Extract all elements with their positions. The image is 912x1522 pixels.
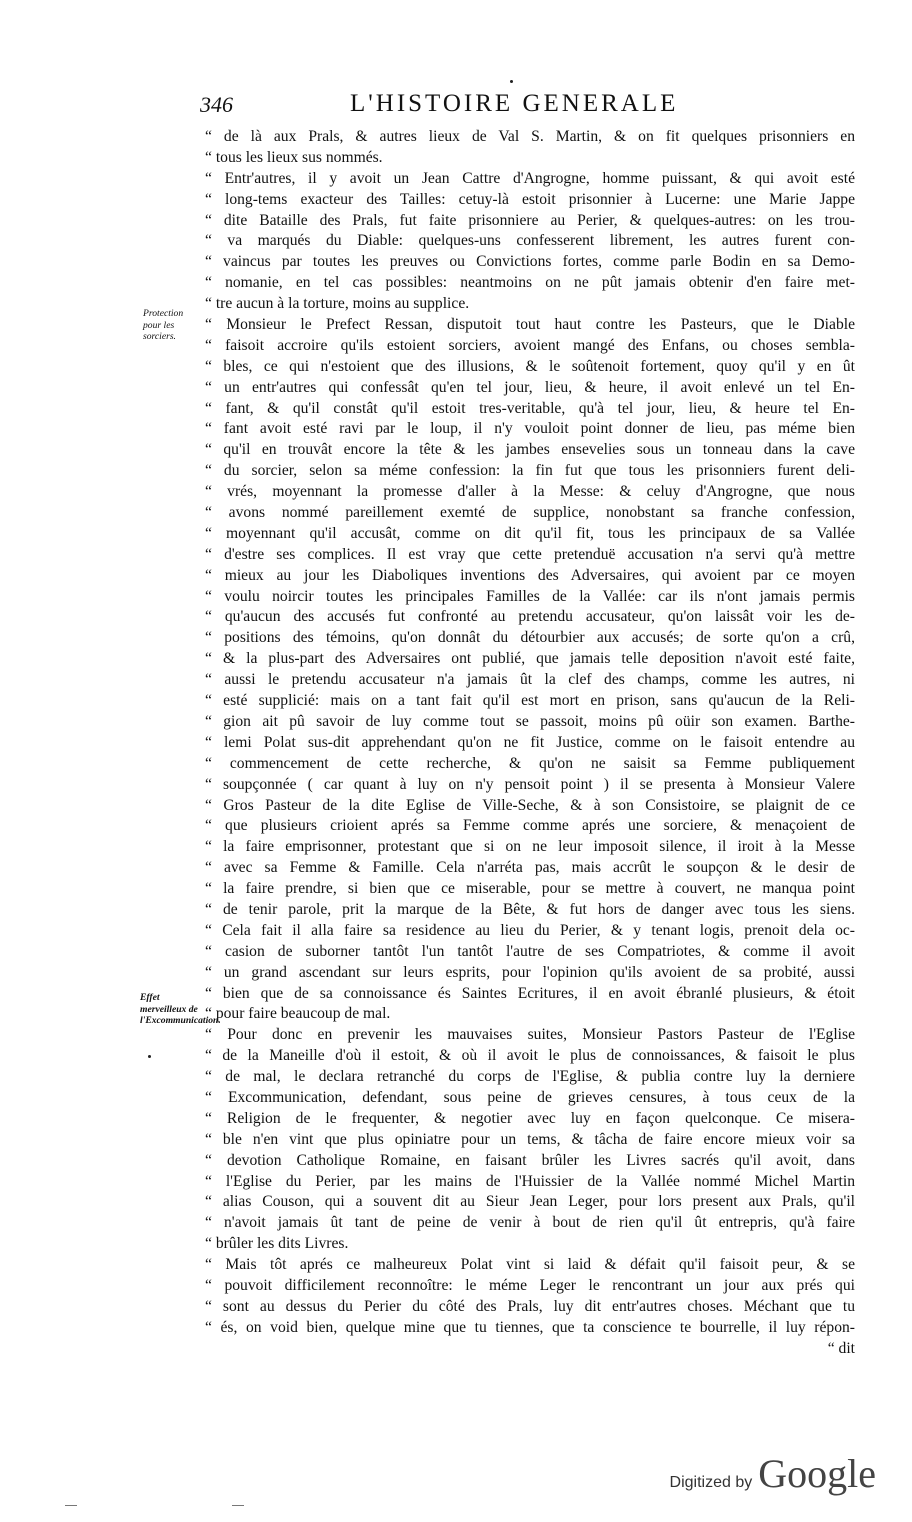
margin-note-excommunication-text: Effet merveilleux de l'Excommunication. [140,992,221,1026]
text-line: “ de la Maneille d'où il estoit, & où il avoit le plus de connoissances, & faisoit le plus [205,1047,855,1065]
text-line: “ sont au dessus du Perier du côté des Prals, luy dit entr'autres choses. Méchant que tu [205,1297,855,1315]
text-line: “ Pour donc en prevenir les mauvaises suites, Monsieur Pastors Pasteur de l'Eglise [205,1026,855,1044]
text-line: “ pouvoit difficilement reconnoître: le méme Leger le rencontrant un jour aux prés qui [205,1276,855,1294]
scan-mark [232,1505,244,1506]
text-line: “ esté supplicié: mais on a tant fait qu'il est mort en prison, sans qu'aucun de la Reli- [205,692,855,710]
text-line: “ Cela fait il alla faire sa residence au lieu du Perier, & y tenant logis, prenoit dela oc- [205,921,855,939]
text-line: “ voulu noircir toutes les principales Familles de la Vallée: car ils n'ont jamais permis [205,587,855,605]
text-line: “ ble n'en vint que plus opiniatre pour un tems, & tâcha de faire encore mieux voir sa [205,1130,855,1148]
print-speck [510,80,513,83]
text-line: “ Entr'autres, il y avoit un Jean Cattre d'Angrogne, homme puissant, & qui avoit esté [205,169,855,187]
text-line: “ de tenir parole, prit la marque de la Bête, & fut hors de danger avec tous les siens. [205,900,855,918]
text-line: “ avec sa Femme & Famille. Cela n'arréta pas, mais accrût le soupçon & le desir de [205,859,855,877]
text-line: “ long-tems exacteur des Tailles: cetuy-là estoit prisonnier à Lucerne: une Marie Jappe [205,190,855,208]
text-line: “ gion ait pû savoir de luy comme tout se passoit, moins pû oüir son examen. Barthe- [205,712,855,730]
text-line: “ faisoit accroire qu'ils estoient sorciers, avoient mangé des Enfans, ou choses sembla- [205,336,855,354]
text-line: “ fant, & qu'il constât qu'il estoit tres-veritable, qu'à tel jour, lieu, & heure tel En- [205,399,855,417]
text-line: “ & la plus-part des Adversaires ont publié, que jamais telle deposition n'avoit esté faite, [205,650,855,668]
text-line: “ de mal, le declara retranché du corps de l'Eglise, & publia contre luy la derniere [205,1068,855,1086]
text-line: “ Mais tôt aprés ce malheureux Polat vint si laid & défait qu'il faisoit peur, & se [205,1256,855,1274]
text-line: “ soupçonnée ( car quant à luy on n'y pensoit point ) il se presenta à Monsieur Valere [205,775,855,793]
body-text [205,127,855,1360]
text-line: “ lemi Polat sus-dit apprehendant qu'on ne fit Justice, comme on le faisoit entendre au [205,733,855,751]
text-line: “ fant avoit esté ravi par le loup, il n'y vouloit point donner de lieu, pas méme bien [205,420,855,438]
text-line: “ Monsieur le Prefect Ressan, disputoit tout haut contre les Pasteurs, que le Diable [205,316,855,334]
text-line: “ mieux au jour les Diaboliques inventions des Adversaires, qui avoient par ce moyen [205,566,855,584]
text-line: “ dit [827,1339,855,1357]
text-line: “ n'avoit jamais ût tant de peine de venir à bout de rien qu'il ût entrepris, qu'à faire [205,1214,855,1232]
text-line: “ d'estre ses complices. Il est vray que cette pretenduë accusation n'a servi qu'à mettre [205,545,855,563]
text-line: “ que plusieurs crioient aprés sa Femme comme aprés une sorciere, & menaçoient de [205,817,855,835]
text-line: “ qu'aucun des accusés fut confronté au pretendu accusateur, qu'on laissât voir les de- [205,608,855,626]
margin-note-excommunication [140,992,221,1027]
text-line: “ avons nommé pareillement exemté de supplice, nonobstant sa franche confession, [205,504,855,522]
text-line: “ brûler les dits Livres. [205,1235,349,1253]
text-line: “ moyennant qu'il accusât, comme on dit qu'il fit, tous les principaux de sa Vallée [205,524,855,542]
digitized-label: Digitized by [669,1474,753,1491]
margin-note-protection: Protection pour les sorciers. [143,308,184,342]
text-line: “ tre aucun à la torture, moins au supplice. [205,295,470,313]
text-line: “ positions des témoins, qu'on donnât du détourbier aux accusés; de sorte qu'on a crû, [205,629,855,647]
text-line: “ dite Bataille des Prals, fut faite prisonniere au Perier, & quelques-autres: on les trou- [205,211,855,229]
page-number: 346 [200,92,233,117]
text-line: “ la faire prendre, si bien que ce miserable, pour se mettre à couvert, ne manqua point [205,880,855,898]
text-line: “ alias Couson, qui a souvent dit au Sieur Jean Leger, pour lors present aux Prals, qu'il [205,1193,855,1211]
text-line: “ és, on void bien, quelque mine que tu tiennes, que ta conscience te bourrelle, il luy répon- [205,1318,855,1336]
text-line: “ Excommunication, defendant, sous peine de grieves censures, à tous ceux de la [205,1088,855,1106]
text-line: “ casion de suborner tantôt l'un tantôt l'autre de ses Compatriotes, & comme il avoit [205,942,855,960]
text-line: “ vrés, moyennant la promesse d'aller à la Messe: & celuy d'Angrogne, que nous [205,483,855,501]
text-line: “ bles, ce qui n'estoient que des illusions, & le soûtenoit fortement, quoy qu'il y en ût [205,357,855,375]
digitized-by-google [670,1450,876,1497]
text-line: “ commencement de cette recherche, & qu'on ne saisit sa Femme publiquement [205,754,855,772]
text-line: “ pour faire beaucoup de mal. [205,1005,391,1023]
text-line: “ nomanie, en tel cas possibles: neantmoins on ne pût jamais obtenir d'en faire met- [205,274,855,292]
text-line: “ de là aux Prals, & autres lieux de Val S. Martin, & on fit quelques prisonniers en [205,128,855,145]
text-line: “ bien que de sa connoissance és Saintes Ecritures, il en avoit ébranlé plusieurs, & étoit [205,984,855,1002]
text-line: “ la faire emprisonner, protestant que si on ne leur imposoit silence, il iroit à la Messe [205,838,855,856]
text-line: “ un grand ascendant sur leurs esprits, pour l'opinion qu'ils avoient de sa probité, aussi [205,963,855,981]
text-line: “ aussi le pretendu accusateur n'a jamais ût la clef des champs, comme les autres, ni [205,671,855,689]
text-line: “ Gros Pasteur de la dite Eglise de Ville-Seche, & à son Consistoire, se plaignit de ce [205,796,855,814]
scan-mark [65,1505,77,1506]
text-line: “ Religion de le frequenter, & negotier avec luy en façon quelconque. Ce misera- [205,1109,855,1127]
text-line: “ tous les lieux sus nommés. [205,148,383,166]
text-line: “ vaincus par toutes les preuves ou Convictions fortes, comme parle Bodin en sa Demo- [205,253,855,271]
text-line: “ l'Eglise du Perier, par les mains de l'Huissier de la Vallée nommé Michel Martin [205,1172,855,1190]
running-title: L'HISTOIRE GENERALE [350,90,679,117]
text-line: “ va marqués du Diable: quelques-uns confesserent librement, les autres furent con- [205,232,855,250]
text-line: “ devotion Catholique Romaine, en faisant brûler les Livres sacrés qu'il avoit, dans [205,1151,855,1169]
text-line: “ un entr'autres qui confessât qu'en tel jour, lieu, & heure, il avoit enlevé un tel En- [205,378,855,396]
google-logo: Google [758,1451,876,1496]
text-line: “ qu'il en trouvât encore la tête & les jambes ensevelies sous un tonneau dans la cave [205,441,855,459]
print-speck [148,1055,151,1058]
text-line: “ du sorcier, selon sa méme confession: la fin fut que tous les prisonniers furent deli- [205,462,855,480]
